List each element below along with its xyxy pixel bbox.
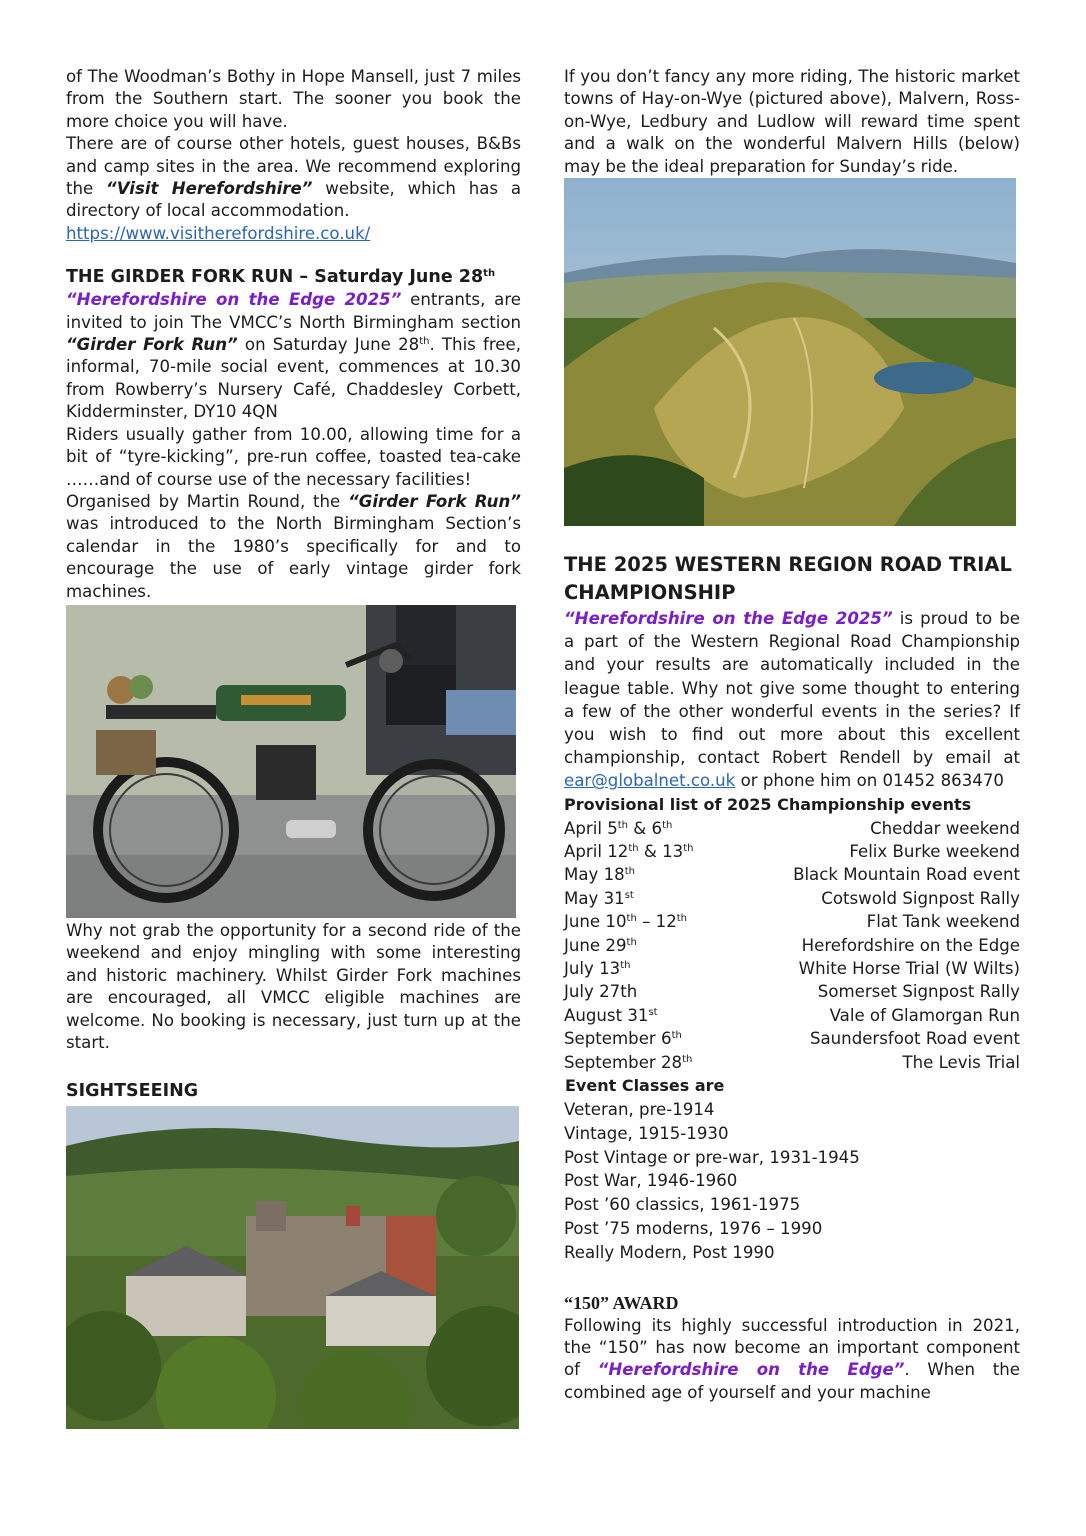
event-name: Herefordshire on the Edge	[801, 935, 1020, 955]
event-name: Flat Tank weekend	[866, 912, 1020, 932]
event-name: Felix Burke weekend	[849, 842, 1020, 862]
event-date	[564, 1051, 692, 1074]
championship-paragraph	[564, 607, 1020, 793]
heading-text: THE GIRDER FORK RUN – Saturday June 28	[66, 267, 484, 288]
event-classes-list	[564, 1098, 1020, 1265]
girder-fork-paragraph-4: Why not grab the opportunity for a second ride of the weekend and enjoy mingling with some interesting and historic machinery. Whilst Girder Fork machines are encouraged, all VMCC eligible machines are welcome. No booking is necessary, just turn up at the start.	[66, 920, 521, 1052]
event-date-sup: th	[683, 843, 694, 855]
award-heading: “150” AWARD	[564, 1292, 679, 1313]
event-date-sup: th	[617, 819, 629, 831]
event-date-sup: st	[648, 1006, 658, 1018]
event-row	[564, 863, 1020, 886]
event-date-text: May 31	[564, 888, 625, 908]
girder-fork-run-name: “Girder Fork Run”	[348, 491, 521, 511]
event-date-sup: th	[671, 1030, 682, 1042]
vintage-motorcycle-photo	[66, 605, 516, 918]
event-row	[564, 934, 1020, 957]
event-row	[564, 910, 1020, 933]
text: was introduced to the North Birmingham Section’s calendar in the 1980’s specifically for and to encourage the use of early vintage girder fork machines.	[66, 514, 521, 601]
event-date-sup: st	[624, 889, 634, 901]
event-date	[564, 980, 637, 1003]
email-link[interactable]: ear@globalnet.co.uk	[564, 771, 736, 791]
event-date-text: July 13	[564, 959, 621, 978]
event-date	[564, 1027, 682, 1050]
event-class-item: Post ’75 moderns, 1976 – 1990	[564, 1218, 823, 1238]
event-date-text: July 27th	[564, 982, 638, 1002]
event-row	[564, 957, 1020, 980]
text: There are of course other hotels, guest houses, B&Bs and camp sites in the area. We recommend exploring the	[66, 134, 521, 199]
event-date-sup: th	[682, 1053, 693, 1065]
event-date	[564, 934, 637, 957]
text: Following its highly successful introduction in 2021, the “150” has now become an important component of	[564, 1315, 1020, 1380]
event-date-text: September 6	[564, 1029, 672, 1049]
text: entrants, are invited to join The VMCC’s North Birmingham section	[66, 290, 521, 332]
event-row	[564, 887, 1020, 910]
event-row	[564, 980, 1020, 1003]
text: on Saturday June 28	[237, 335, 420, 355]
event-name: White Horse Trial (W Wilts)	[798, 959, 1020, 978]
text: Organised by Martin Round, the	[66, 491, 349, 511]
date-sup: th	[419, 336, 430, 348]
event-date-sup: th	[626, 913, 637, 925]
girder-fork-paragraph-2: Riders usually gather from 10.00, allowing time for a bit of “tyre-kicking”, pre-run coffee, toasted tea-cake ……and of course use of the necessary facilities!	[66, 424, 521, 489]
text: is proud to be a part of the Western Regional Road Championship and your results are automatically included in the league table. Why not give some thought to entering a few of the other wonderful events in the series? If you wish to find out more about this excellent championship, contact Robert Rendell by email at	[564, 609, 1020, 768]
event-date-sup: th	[628, 843, 639, 855]
malvern-hills-photo	[564, 178, 1016, 526]
event-class-item: Post ’60 classics, 1961-1975	[564, 1195, 801, 1215]
event-name: Saundersfoot Road event	[809, 1029, 1020, 1049]
event-class-item: Post War, 1946-1960	[564, 1171, 738, 1191]
event-name: Cotswold Signpost Rally	[821, 888, 1020, 908]
sightseeing-paragraph: If you don’t fancy any more riding, The historic market towns of Hay-on-Wye (pictured above), Malvern, Ross-on-Wye, Ledbury and Ludlow will reward time spent and a walk on the wonderful Malvern Hills (below) may be the ideal preparation for Sunday’s ride.	[564, 67, 1020, 176]
accommodation-paragraph-2	[66, 133, 521, 223]
event-date	[564, 817, 672, 840]
event-row	[564, 1051, 1020, 1074]
girder-fork-paragraph-1	[66, 289, 521, 423]
right-column	[564, 66, 1020, 1404]
event-date	[564, 840, 693, 863]
event-date-text: June 10	[564, 912, 627, 932]
accommodation-paragraph-1: of The Woodman’s Bothy in Hope Mansell, just 7 miles from the Southern start. The sooner you book the more choice you will have.	[66, 67, 521, 131]
event-class-item: Vintage, 1915-1930	[564, 1123, 729, 1143]
event-name: Vale of Glamorgan Run	[829, 1005, 1020, 1025]
text: . This free, informal, 70-mile social event, commences at 10.30 from Rowberry’s Nursery Café, Chaddesley Corbett, Kidderminster, DY10 4QN	[66, 335, 522, 422]
event-name: Cheddar weekend	[870, 818, 1020, 838]
event-date-text: April 12	[564, 842, 629, 862]
event-class-item: Really Modern, Post 1990	[564, 1242, 775, 1262]
event-date-sup: th	[676, 913, 688, 925]
event-name: “Herefordshire on the Edge 2025”	[66, 290, 402, 310]
visit-herefordshire-name: “Visit Herefordshire”	[106, 179, 313, 199]
award-paragraph	[564, 1315, 1020, 1405]
text: website, which has a directory of local accommodation.	[66, 179, 521, 221]
text: or phone him on 01452 863470	[735, 771, 1004, 791]
event-date	[564, 1004, 658, 1027]
event-date-text: April 5	[564, 818, 618, 838]
event-date-text: & 6	[628, 818, 663, 838]
event-date-text: May 18	[564, 865, 625, 885]
event-date-text: – 12	[636, 912, 677, 932]
event-name: Somerset Signpost Rally	[817, 982, 1020, 1002]
text: . When the combined age of yourself and your machine	[564, 1360, 1020, 1402]
event-date-sup: th	[626, 936, 637, 948]
event-name: “Herefordshire on the Edge 2025”	[564, 609, 893, 629]
event-date-text: & 13	[638, 842, 684, 862]
event-name: The Levis Trial	[902, 1052, 1020, 1072]
girder-fork-paragraph-3	[66, 491, 521, 603]
event-date-sup: th	[620, 960, 631, 971]
accommodation-link-line	[66, 223, 521, 245]
girder-fork-heading	[66, 265, 521, 289]
event-date-sup: th	[624, 866, 635, 878]
heading-sup: th	[483, 268, 496, 280]
event-date-text: September 28	[564, 1052, 683, 1072]
event-date	[564, 887, 634, 910]
event-name: Black Mountain Road event	[793, 865, 1020, 885]
event-name: “Herefordshire on the Edge”	[597, 1360, 905, 1380]
event-class-item: Post Vintage or pre-war, 1931-1945	[564, 1147, 860, 1167]
event-date	[564, 957, 631, 980]
event-row	[564, 817, 1020, 840]
event-date-text: June 29	[564, 935, 627, 955]
event-row	[564, 840, 1020, 863]
sightseeing-heading: SIGHTSEEING	[66, 1081, 199, 1102]
event-classes-heading: Event Classes are	[565, 1075, 725, 1095]
event-date	[564, 910, 687, 933]
event-date-sup: th	[662, 819, 673, 831]
event-row	[564, 1004, 1020, 1027]
event-date	[564, 863, 635, 886]
hay-on-wye-photo	[66, 1106, 519, 1429]
event-row	[564, 1027, 1020, 1050]
visit-herefordshire-link[interactable]: https://www.visitherefordshire.co.uk/	[66, 223, 371, 243]
events-list-heading: Provisional list of 2025 Championship events	[564, 794, 972, 814]
girder-fork-run-name: “Girder Fork Run”	[66, 335, 238, 355]
events-list	[564, 817, 1020, 1074]
event-date-text: August 31	[564, 1005, 649, 1025]
left-column	[66, 66, 521, 1429]
event-class-item: Veteran, pre-1914	[564, 1099, 715, 1119]
championship-heading: THE 2025 WESTERN REGION ROAD TRIAL CHAMPIONSHIP	[564, 553, 1012, 605]
